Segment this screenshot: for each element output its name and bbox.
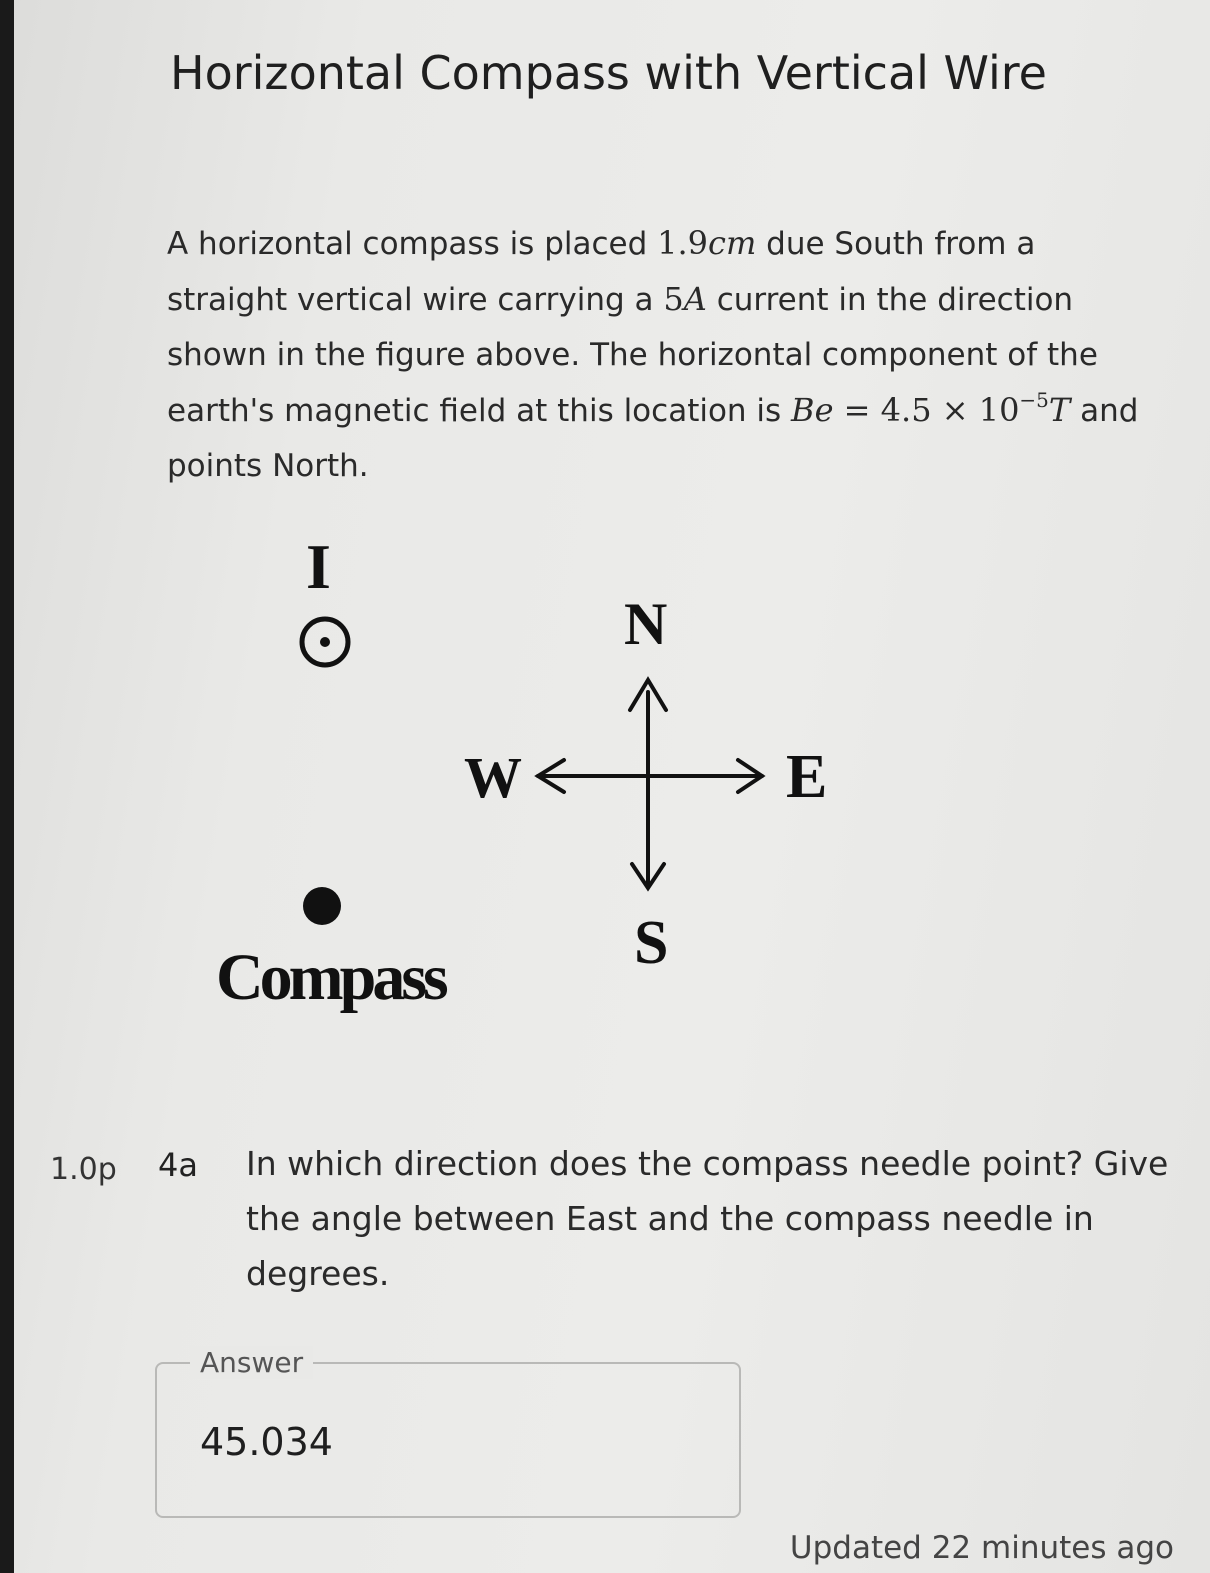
problem-text-2: due South from a straight vertical wire carrying a: [167, 226, 1036, 318]
compass-figure: [200, 520, 860, 1040]
answer-value[interactable]: 45.034: [200, 1420, 333, 1464]
east-label: E: [786, 743, 828, 811]
distance-value: 1.9cm: [657, 224, 757, 262]
updated-status: Updated 22 minutes ago: [789, 1530, 1174, 1566]
question-points: 1.0p: [50, 1152, 117, 1187]
problem-text-1: A horizontal compass is placed: [167, 226, 658, 262]
answer-label: Answer: [190, 1346, 313, 1379]
south-label: S: [634, 909, 669, 977]
direction-arrows: [538, 680, 762, 888]
west-label: W: [464, 745, 522, 810]
compass-label: Compass: [216, 941, 445, 1014]
north-label: N: [624, 591, 668, 657]
problem-text-3: current in the direction shown in the figure above. The horizontal component of the earth's magnetic field at this location is: [167, 282, 1098, 429]
problem-text-4: and points North.: [167, 393, 1139, 484]
current-label: I: [306, 531, 331, 602]
question-number: 4a: [158, 1146, 198, 1184]
question-text: In which direction does the compass needle point? Give the angle between East and the compass needle in degrees.: [246, 1144, 1169, 1293]
page-title: Horizontal Compass with Vertical Wire: [170, 46, 1047, 100]
wire-out-of-page-icon: [302, 619, 348, 665]
current-value: 5A: [663, 280, 707, 318]
compass-dot: [303, 887, 341, 925]
field-expression: $Be = 4.5 \times 10^{-5}T$: [791, 388, 1071, 429]
screen-edge: [0, 0, 14, 1573]
problem-statement: [167, 216, 1147, 494]
